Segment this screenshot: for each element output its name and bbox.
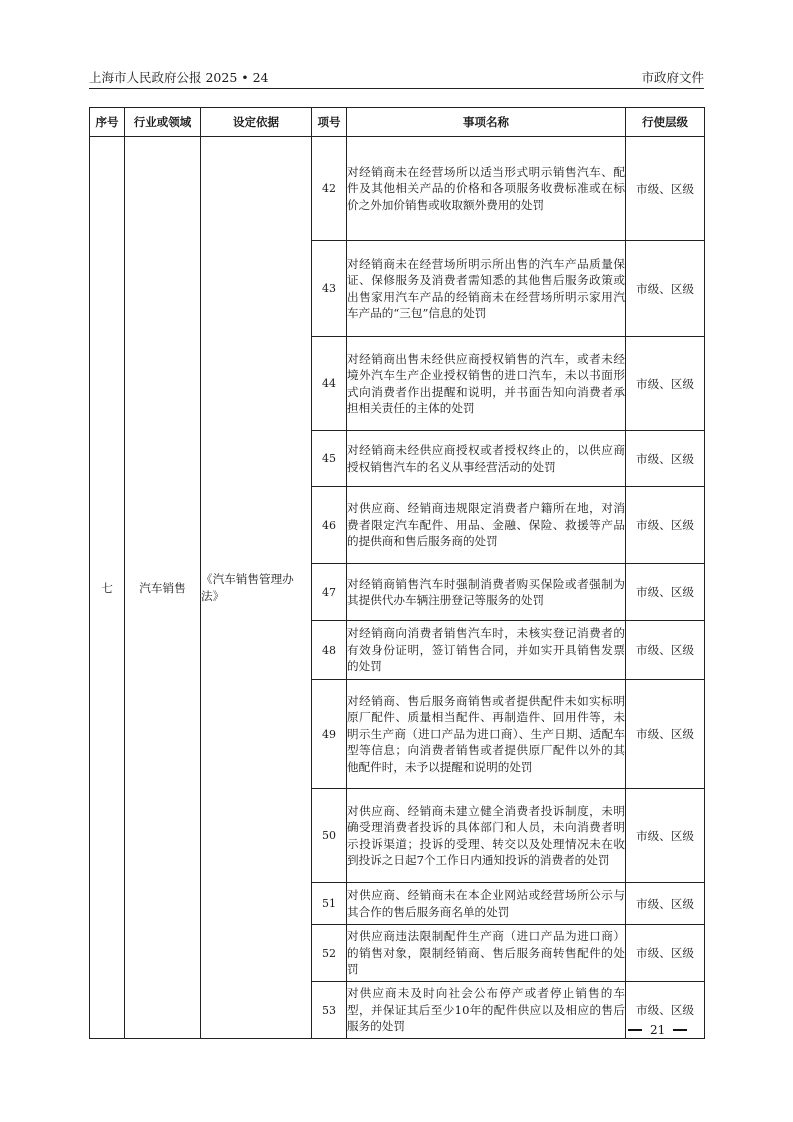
footer-dash-left (628, 1029, 642, 1031)
item-name: 对经销商向消费者销售汽车时，未核实登记消费者的有效身份证明，签订销售合同，并如实开具销售发票的处罚 (347, 621, 626, 680)
item-number: 45 (312, 431, 347, 487)
item-name: 对经销商未在经营场所以适当形式明示销售汽车、配件及其他相关产品的价格和各项服务收费标准或在标价之外加价销售或收取额外费用的处罚 (347, 137, 626, 241)
item-number: 50 (312, 789, 347, 883)
col-header-level: 行使层级 (626, 108, 705, 137)
item-level: 市级、区级 (626, 137, 705, 241)
col-header-basis: 设定依据 (201, 108, 312, 137)
col-header-item-no: 项号 (312, 108, 347, 137)
item-level: 市级、区级 (626, 431, 705, 487)
group-industry-cell: 汽车销售 (125, 137, 201, 1039)
item-name: 对供应商违法限制配件生产商（进口产品为进口商）的销售对象，限制经销商、售后服务商转售配件的处罚 (347, 925, 626, 982)
table-header-row (90, 108, 705, 137)
item-level: 市级、区级 (626, 925, 705, 982)
item-level: 市级、区级 (626, 789, 705, 883)
page-number: 21 (650, 1023, 666, 1037)
col-header-industry: 行业或领域 (125, 108, 201, 137)
item-level: 市级、区级 (626, 564, 705, 621)
item-level: 市级、区级 (626, 680, 705, 789)
item-name: 对经销商出售未经供应商授权销售的汽车，或者未经境外汽车生产企业授权销售的进口汽车，未以书面形式向消费者作出提醒和说明，并书面告知向消费者承担相关责任的主体的处罚 (347, 337, 626, 431)
group-basis-cell: 《汽车销售管理办法》 (201, 137, 312, 1039)
page-header (89, 66, 704, 89)
item-number: 44 (312, 337, 347, 431)
col-header-item-name: 事项名称 (347, 108, 626, 137)
items-table (89, 107, 705, 1039)
item-level: 市级、区级 (626, 487, 705, 564)
item-name: 对供应商未及时向社会公布停产或者停止销售的车型，并保证其后至少10年的配件供应以及相应的售后服务的处罚 (347, 982, 626, 1039)
item-number: 46 (312, 487, 347, 564)
item-level: 市级、区级 (626, 982, 705, 1039)
page-footer (628, 1023, 708, 1037)
item-number: 53 (312, 982, 347, 1039)
item-number: 51 (312, 883, 347, 925)
group-seq-cell: 七 (90, 137, 125, 1039)
footer-dash-right (673, 1029, 687, 1031)
item-level: 市级、区级 (626, 337, 705, 431)
item-name: 对供应商、经销商未建立健全消费者投诉制度，未明确受理消费者投诉的具体部门和人员，未向消费者明示投诉渠道；投诉的受理、转交以及处理情况未在收到投诉之日起7个工作日内通知投诉的消费者的处罚 (347, 789, 626, 883)
section-title: 市政府文件 (641, 70, 704, 85)
col-header-seq: 序号 (90, 108, 125, 137)
item-number: 42 (312, 137, 347, 241)
item-name: 对供应商、经销商未在本企业网站或经营场所公示与其合作的售后服务商名单的处罚 (347, 883, 626, 925)
item-level: 市级、区级 (626, 883, 705, 925)
item-number: 49 (312, 680, 347, 789)
item-number: 47 (312, 564, 347, 621)
item-name: 对经销商未经供应商授权或者授权终止的，以供应商授权销售汽车的名义从事经营活动的处罚 (347, 431, 626, 487)
item-level: 市级、区级 (626, 621, 705, 680)
item-name: 对经销商、售后服务商销售或者提供配件未如实标明原厂配件、质量相当配件、再制造件、回用件等，未明示生产商（进口产品为进口商）、生产日期、适配车型等信息；向消费者销售或者提供原厂配件以外的其他配件时，未予以提醒和说明的处罚 (347, 680, 626, 789)
item-name: 对经销商销售汽车时强制消费者购买保险或者强制为其提供代办车辆注册登记等服务的处罚 (347, 564, 626, 621)
item-name: 对经销商未在经营场所明示所出售的汽车产品质量保证、保修服务及消费者需知悉的其他售后服务政策或出售家用汽车产品的经销商未在经营场所明示家用汽车产品的“三包”信息的处罚 (347, 241, 626, 337)
gazette-title: 上海市人民政府公报 2025 • 24 (89, 70, 269, 85)
item-number: 48 (312, 621, 347, 680)
item-number: 43 (312, 241, 347, 337)
item-name: 对供应商、经销商违规限定消费者户籍所在地，对消费者限定汽车配件、用品、金融、保险、救援等产品的提供商和售后服务商的处罚 (347, 487, 626, 564)
item-level: 市级、区级 (626, 241, 705, 337)
item-number: 52 (312, 925, 347, 982)
table-row (90, 137, 705, 241)
